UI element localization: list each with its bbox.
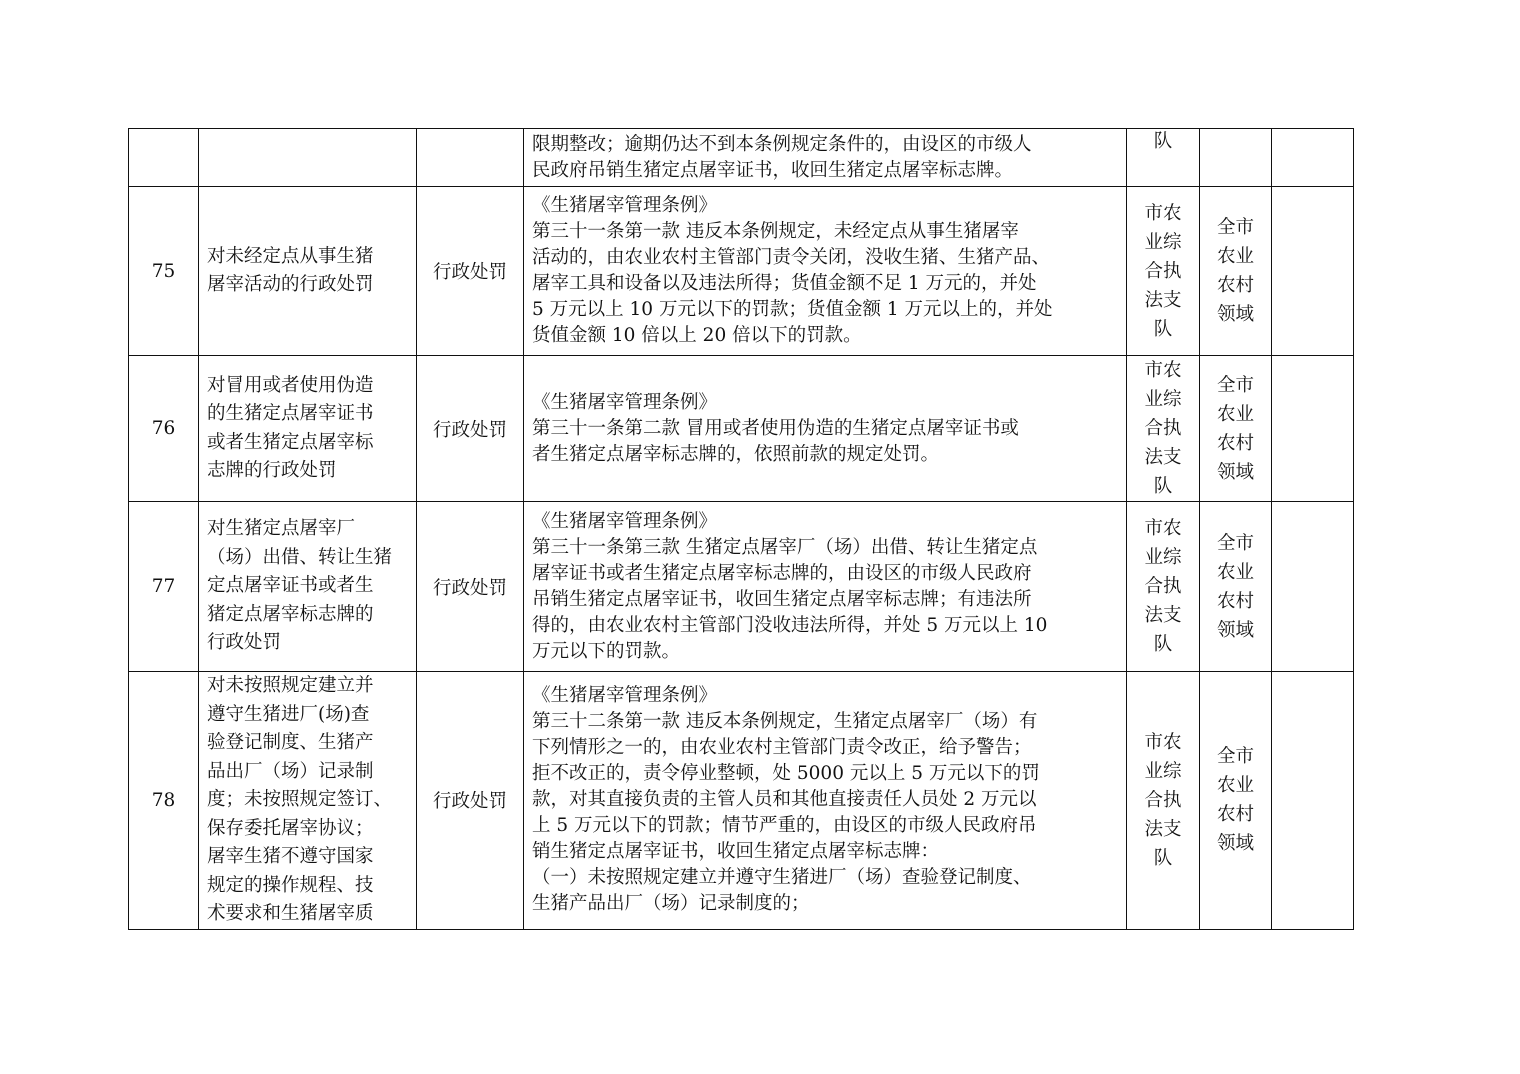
scope-line: 全市 xyxy=(1216,217,1254,238)
penalty-item-line: 的生猪定点屠宰证书 xyxy=(207,403,374,424)
legal-basis-line: 上 5 万元以下的罚款；情节严重的，由设区的市级人民政府吊 xyxy=(532,815,1037,837)
scope-line: 全市 xyxy=(1216,532,1254,554)
legal-basis-line: 销生猪定点屠宰证书，收回生猪定点屠宰标志牌： xyxy=(532,841,940,863)
table-row xyxy=(129,129,1354,187)
legal-basis-line: 下列情形之一的，由农业农村主管部门责令改正，给予警告； xyxy=(532,737,1032,759)
row-number xyxy=(129,129,199,187)
legal-basis-line: 屠宰工具和设备以及违法所得；货值金额不足 1 万元的，并处 xyxy=(532,273,1037,294)
legal-basis xyxy=(524,356,1127,502)
enforcement-dept-line: 队 xyxy=(1153,131,1173,152)
enforcement-dept-line: 业综 xyxy=(1144,760,1182,782)
enforcement-dept xyxy=(1127,502,1200,672)
remarks xyxy=(1272,356,1354,502)
enforcement-dept xyxy=(1127,356,1200,502)
penalty-item-line: （场）出借、转让生猪 xyxy=(207,546,393,568)
legal-basis-line: 5 万元以上 10 万元以下的罚款；货值金额 1 万元以上的，并处 xyxy=(532,299,1053,320)
penalty-item-line: 定点屠宰证书或者生 xyxy=(207,575,374,597)
penalty-item xyxy=(199,672,417,930)
legal-basis xyxy=(524,672,1127,930)
enforcement-dept-line: 法支 xyxy=(1144,289,1182,311)
penalty-item xyxy=(199,502,417,672)
legal-basis-line: 屠宰证书或者生猪定点屠宰标志牌的，由设区的市级人民政府 xyxy=(532,562,1032,584)
legal-basis-line: 万元以下的罚款。 xyxy=(532,640,681,662)
enforcement-dept-line: 业综 xyxy=(1144,389,1182,410)
legal-basis-line: 得的，由农业农村主管部门没收违法所得，并处 5 万元以上 10 xyxy=(532,614,1048,636)
legal-basis-line: 《生猪屠宰管理条例》 xyxy=(532,510,718,532)
table-row xyxy=(129,502,1354,672)
penalty-kind: 行政处罚 xyxy=(417,187,524,356)
penalty-item-line: 屠宰活动的行政处罚 xyxy=(207,274,374,295)
penalty-item xyxy=(199,187,417,356)
legal-basis-line: 第三十一条第二款 冒用或者使用伪造的生猪定点屠宰证书或 xyxy=(532,417,1019,439)
enforcement-dept xyxy=(1127,129,1200,187)
legal-basis-line: 生猪产品出厂（场）记录制度的； xyxy=(532,893,810,915)
scope-line: 农业 xyxy=(1216,775,1254,797)
penalty-item-line: 规定的操作规程、技 xyxy=(207,874,374,896)
penalty-item-line: 志牌的行政处罚 xyxy=(207,460,337,481)
row-number: 75 xyxy=(129,187,199,356)
legal-basis-line: 民政府吊销生猪定点屠宰证书，收回生猪定点屠宰标志牌。 xyxy=(532,159,1014,181)
penalty-item-line: 度；未按照规定签订、 xyxy=(207,789,393,810)
penalty-item xyxy=(199,129,417,187)
penalty-item-line: 行政处罚 xyxy=(207,632,282,654)
scope-line: 农业 xyxy=(1216,403,1254,425)
penalty-kind xyxy=(417,129,524,187)
penalty-item-line: 对未经定点从事生猪 xyxy=(207,245,374,267)
penalty-kind: 行政处罚 xyxy=(417,502,524,672)
enforcement-dept-line: 业综 xyxy=(1144,231,1182,253)
enforcement-dept xyxy=(1127,187,1200,356)
row-number: 77 xyxy=(129,502,199,672)
enforcement-dept-line: 合执 xyxy=(1144,576,1182,597)
enforcement-dept-line: 队 xyxy=(1153,634,1173,655)
scope-line: 农业 xyxy=(1216,246,1254,267)
penalty-item-line: 对冒用或者使用伪造 xyxy=(207,374,374,396)
remarks xyxy=(1272,129,1354,187)
legal-basis-line: 款，对其直接负责的主管人员和其他直接责任人员处 2 万元以 xyxy=(532,789,1037,811)
table-row xyxy=(129,187,1354,356)
legal-basis xyxy=(524,502,1127,672)
scope-line: 农村 xyxy=(1216,432,1254,454)
scope-line: 农村 xyxy=(1216,804,1254,826)
enforcement-dept-line: 合执 xyxy=(1144,418,1182,439)
remarks xyxy=(1272,187,1354,356)
scope xyxy=(1200,356,1272,502)
scope-line: 领域 xyxy=(1216,619,1254,641)
legal-basis-line: 限期整改；逾期仍达不到本条例规定条件的，由设区的市级人 xyxy=(532,133,1032,155)
legal-basis xyxy=(524,187,1127,356)
scope-line: 领域 xyxy=(1216,461,1254,483)
scope xyxy=(1200,129,1272,187)
remarks xyxy=(1272,502,1354,672)
legal-basis-line: 《生猪屠宰管理条例》 xyxy=(532,195,718,216)
legal-basis xyxy=(524,129,1127,187)
enforcement-dept-line: 法支 xyxy=(1144,447,1182,468)
scope-line: 全市 xyxy=(1216,374,1254,396)
penalty-item-line: 屠宰生猪不遵守国家 xyxy=(207,846,374,867)
enforcement-dept-line: 市农 xyxy=(1144,202,1182,224)
enforcement-dept-line: 队 xyxy=(1153,476,1173,497)
enforcement-dept-line: 合执 xyxy=(1144,260,1182,282)
legal-basis-line: 《生猪屠宰管理条例》 xyxy=(532,685,718,707)
scope xyxy=(1200,502,1272,672)
penalty-item-line: 对未按照规定建立并 xyxy=(207,675,374,696)
penalty-item-line: 保存委托屠宰协议； xyxy=(207,817,374,839)
scope-line: 农村 xyxy=(1216,275,1254,296)
penalty-item-line: 猪定点屠宰标志牌的 xyxy=(207,603,374,625)
scope xyxy=(1200,187,1272,356)
penalty-kind: 行政处罚 xyxy=(417,672,524,930)
enforcement-dept-line: 队 xyxy=(1153,847,1173,869)
legal-basis-line: 吊销生猪定点屠宰证书，收回生猪定点屠宰标志牌；有违法所 xyxy=(532,588,1032,610)
penalty-item-line: 品出厂（场）记录制 xyxy=(207,760,374,782)
table-row xyxy=(129,356,1354,502)
remarks xyxy=(1272,672,1354,930)
scope-line: 领域 xyxy=(1216,304,1254,325)
scope-line: 领域 xyxy=(1216,833,1254,855)
legal-basis-line: 《生猪屠宰管理条例》 xyxy=(532,391,718,413)
legal-basis-line: 者生猪定点屠宰标志牌的，依照前款的规定处罚。 xyxy=(532,443,940,465)
scope-line: 农业 xyxy=(1216,561,1254,583)
enforcement-dept xyxy=(1127,672,1200,930)
enforcement-dept-line: 市农 xyxy=(1144,731,1182,753)
enforcement-dept-line: 业综 xyxy=(1144,547,1182,568)
row-number: 76 xyxy=(129,356,199,502)
legal-basis-line: 第三十二条第一款 违反本条例规定，生猪定点屠宰厂（场）有 xyxy=(532,711,1038,733)
legal-basis-line: （一）未按照规定建立并遵守生猪进厂（场）查验登记制度、 xyxy=(532,867,1032,889)
legal-basis-line: 货值金额 10 倍以上 20 倍以下的罚款。 xyxy=(532,325,862,346)
enforcement-dept-line: 市农 xyxy=(1144,518,1182,539)
enforcement-dept-line: 队 xyxy=(1153,318,1173,340)
row-number: 78 xyxy=(129,672,199,930)
penalty-item-line: 术要求和生猪屠宰质 xyxy=(207,903,374,924)
table-row xyxy=(129,672,1354,930)
enforcement-dept-line: 合执 xyxy=(1144,789,1182,811)
penalty-item xyxy=(199,356,417,502)
penalty-item-line: 或者生猪定点屠宰标 xyxy=(207,431,374,453)
legal-basis-line: 第三十一条第三款 生猪定点屠宰厂（场）出借、转让生猪定点 xyxy=(532,536,1038,558)
enforcement-dept-line: 法支 xyxy=(1144,818,1182,840)
enforcement-dept-line: 市农 xyxy=(1144,360,1182,381)
legal-basis-line: 拒不改正的，责令停业整顿，处 5000 元以上 5 万元以下的罚 xyxy=(532,763,1040,785)
scope xyxy=(1200,672,1272,930)
penalty-item-line: 对生猪定点屠宰厂 xyxy=(207,518,356,540)
legal-basis-line: 活动的，由农业农村主管部门责令关闭，没收生猪、生猪产品、 xyxy=(532,247,1051,268)
scope-line: 全市 xyxy=(1216,746,1254,768)
penalty-table xyxy=(128,128,1354,930)
penalty-item-line: 验登记制度、生猪产 xyxy=(207,732,374,753)
penalty-item-line: 遵守生猪进厂(场)查 xyxy=(207,703,370,725)
scope-line: 农村 xyxy=(1216,590,1254,612)
enforcement-dept-line: 法支 xyxy=(1144,605,1182,626)
penalty-kind: 行政处罚 xyxy=(417,356,524,502)
legal-basis-line: 第三十一条第一款 违反本条例规定，未经定点从事生猪屠宰 xyxy=(532,221,1019,242)
